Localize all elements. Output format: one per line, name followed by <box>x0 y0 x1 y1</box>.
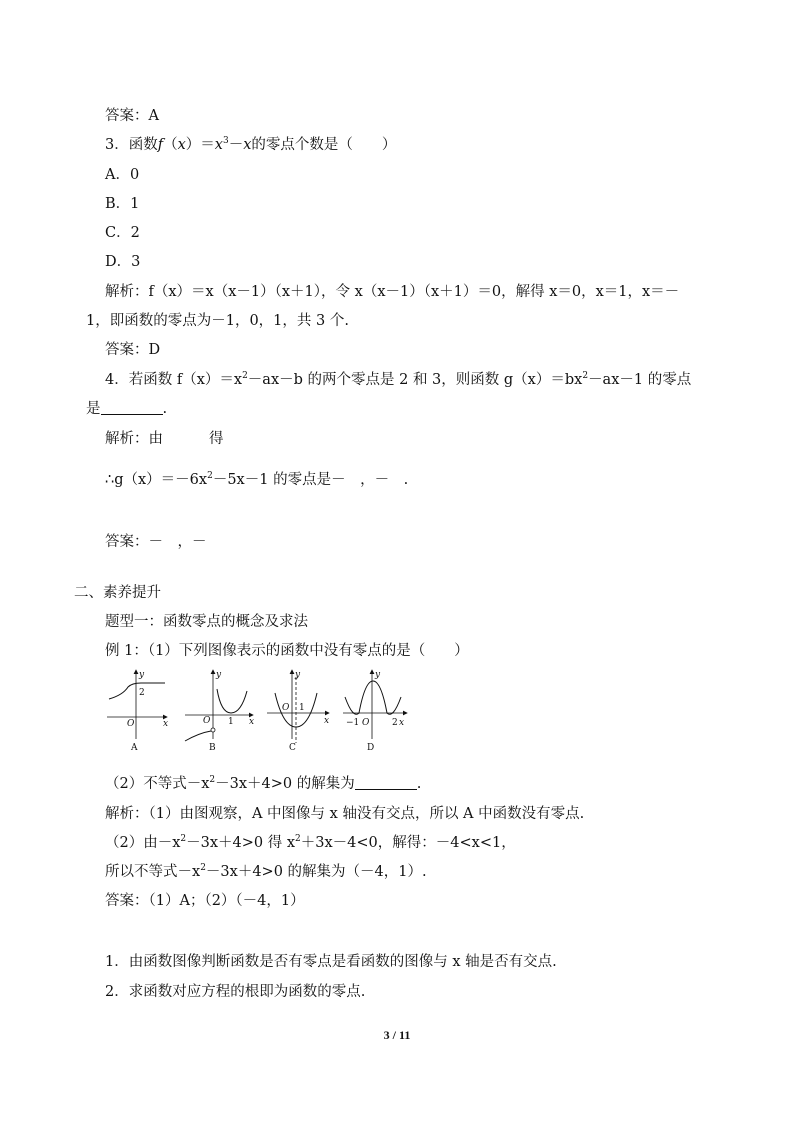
graph-c-x-label: x <box>324 716 330 726</box>
solution-ex1-line-1: 解析：（1）由图观察，A 中图像与 x 轴没有交点，所以 A 中函数没有零点. <box>105 806 585 822</box>
option-a: A．0 <box>105 167 140 183</box>
graph-d <box>343 670 407 753</box>
graph-a-y-label: y <box>139 670 145 680</box>
graph-b-x-label: x <box>249 717 255 727</box>
section-heading: 二、素养提升 <box>74 585 161 601</box>
graph-d-caption: D <box>367 743 375 753</box>
example-1-part-2: （2）不等式$-x^2-3x+4>0$ 的解集为 . <box>105 775 422 792</box>
question-4-line-1 <box>105 370 691 390</box>
q3-text: （ <box>163 137 178 153</box>
example-text: －3x＋4>0 的解集为 <box>215 776 355 792</box>
q3-var: x <box>243 137 252 153</box>
question-4-line-2: 是 . <box>86 401 168 417</box>
solution-sup: 2 <box>180 834 187 844</box>
graph-b-y-label: y <box>216 670 222 680</box>
answer-line: 答案：D <box>105 342 161 358</box>
function-graphs-figure <box>103 667 423 757</box>
option-b: B．1 <box>105 196 140 212</box>
q3-sup: 3 <box>222 136 229 146</box>
graph-d-tick-left: −1 <box>346 718 360 728</box>
graph-b <box>185 670 254 753</box>
solution-sup: 2 <box>200 863 206 873</box>
graph-b-tick: 1 <box>228 717 234 727</box>
graph-c-tick: 1 <box>299 703 305 713</box>
note-1: 1．由函数图像判断函数是否有零点是看函数的图像与 x 轴是否有交点. <box>105 954 557 970</box>
option-d: D．3 <box>105 254 141 270</box>
solution-4-line-1 <box>105 429 224 449</box>
graph-a-tick: 2 <box>139 688 145 698</box>
q3-var: x <box>214 137 223 153</box>
graph-b-caption: B <box>209 743 216 753</box>
solution-text: －5x－1 的零点是－ ，－ . <box>212 472 409 488</box>
example-sup: 2 <box>209 775 216 785</box>
q3-var: f <box>157 137 164 153</box>
q3-var: x <box>177 137 186 153</box>
answer-line: 答案：（1）A；（2）（－4，1） <box>105 893 305 909</box>
q3-text: 的零点个数是（ ） <box>251 137 397 153</box>
solution-text: （2）由－x <box>105 835 181 851</box>
answer-line: 答案：－ ，－ <box>105 534 207 550</box>
graph-c-caption: C <box>289 743 296 753</box>
solution-text: －3x＋4>0 得 x <box>186 835 296 851</box>
q4-sup: 2 <box>242 371 248 381</box>
graph-d-tick-right: 2 <box>392 718 398 728</box>
solution-text: ∴g（x）＝－6x <box>105 472 208 488</box>
answer-blank <box>355 775 417 790</box>
solution-text: 所以不等式－x <box>105 864 201 880</box>
q4-text: 4．若函数 f（x）＝x <box>105 372 243 388</box>
solution-text: －3x＋4>0 的解集为（－4，1）. <box>205 864 427 880</box>
graph-a-x-label: x <box>163 719 169 729</box>
page-number: 3 / 11 <box>383 1028 411 1042</box>
q3-text: ）＝ <box>185 137 215 153</box>
note-2: 2．求函数对应方程的根即为函数的零点. <box>105 984 366 1000</box>
graph-d-y-label: y <box>375 670 381 680</box>
solution-text: 解析：由 <box>105 431 163 447</box>
q4-text: －ax－b 的两个零点是 2 和 3，则函数 g（x）＝bx <box>247 372 583 388</box>
graph-d-x-label: x <box>399 718 405 728</box>
example-text: （2）不等式－x <box>105 776 210 792</box>
solution-3-line-1: 解析：f（x）＝x（x－1）（x＋1），令 x（x－1）（x＋1）＝0，解得 x＝0，x＝1，x＝－ <box>105 284 680 300</box>
solution-3-line-2: 1，即函数的零点为－1，0，1，共 3 个. <box>86 313 349 329</box>
answer-blank <box>101 400 163 415</box>
q4-sup: 2 <box>582 371 589 381</box>
graph-c-y-label: y <box>295 670 301 680</box>
graph-c <box>267 670 329 753</box>
q4-text: －ax－1 的零点 <box>588 372 692 388</box>
answer-line <box>105 106 159 126</box>
example-1: 例 1：（1）下列图像表示的函数中没有零点的是（ ） <box>105 643 469 659</box>
graph-b-origin: O <box>203 716 211 726</box>
graph-a-origin: O <box>127 719 135 729</box>
q4-text: 是 <box>86 401 101 417</box>
solution-sup: 2 <box>207 471 213 481</box>
solution-text: ＋3x－4<0，解得：－4<x<1， <box>300 835 516 851</box>
solution-ex1-line-3 <box>105 862 427 882</box>
solution-4-line-2 <box>105 470 408 490</box>
option-c: C．2 <box>105 225 140 241</box>
graph-a-caption: A <box>131 743 138 753</box>
q3-text: － <box>228 137 244 153</box>
solution-text: 得 <box>209 431 224 447</box>
solution-sup: 2 <box>295 834 301 844</box>
question-3 <box>105 135 396 155</box>
graph-c-origin: O <box>282 703 290 713</box>
graph-a <box>107 670 168 753</box>
solution-ex1-line-2 <box>105 833 516 853</box>
graph-d-origin: O <box>362 718 370 728</box>
q3-text: 3．函数 <box>105 137 158 153</box>
type-heading: 题型一：函数零点的概念及求法 <box>105 614 308 630</box>
answer-text: 答案：A <box>105 108 159 124</box>
